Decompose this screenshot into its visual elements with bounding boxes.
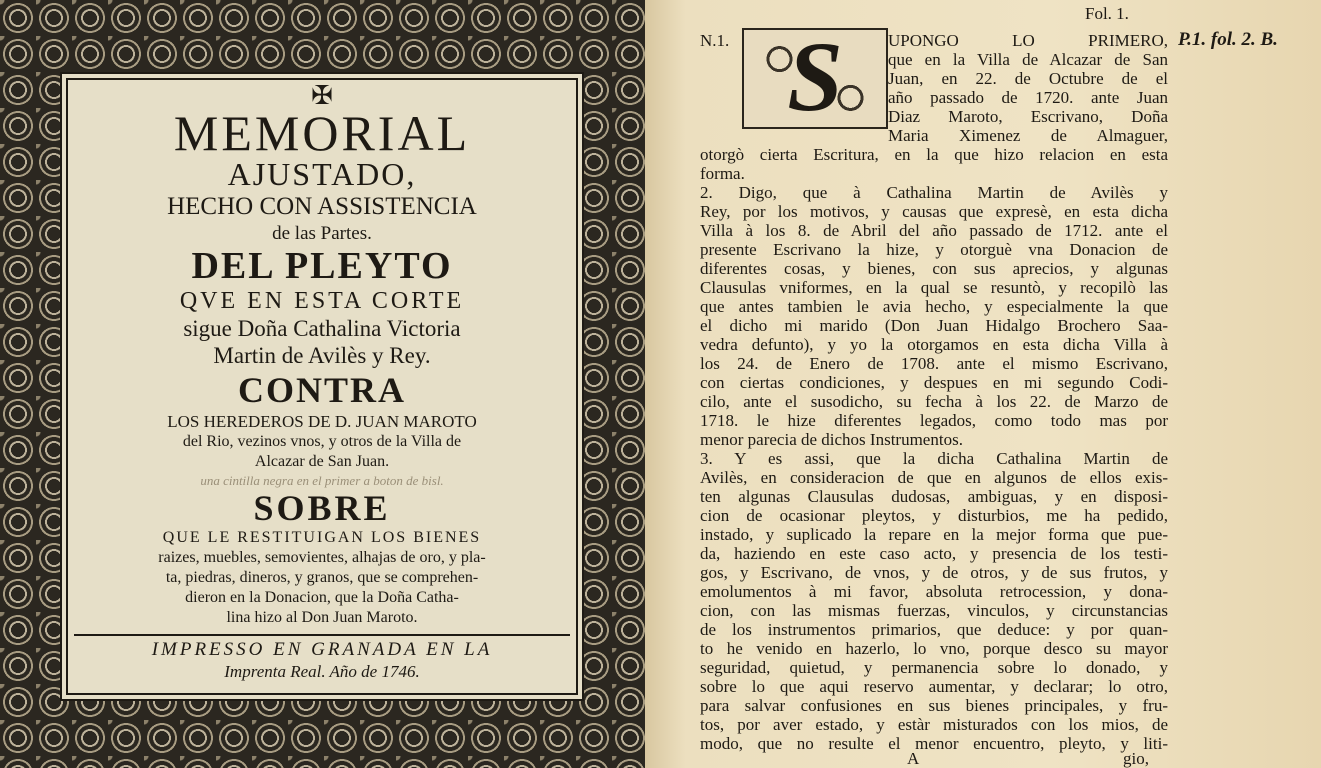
text-line: da, haziendo en este caso acto, y presencia de los testi- xyxy=(700,544,1168,563)
text-line: tos, por aver estado, y estàr misturados con los mios, de xyxy=(700,715,1168,734)
text-line: Diaz Maroto, Escrivano, Doña xyxy=(888,107,1168,126)
catchword: gio, xyxy=(1123,749,1149,768)
text-line: 1718. le hize diferentes legados, como todo mas por xyxy=(700,411,1168,430)
text-line: modo, que no resulte el menor encuentro, pleyto, y liti- xyxy=(700,734,1168,753)
title-contra: CONTRA xyxy=(237,370,406,410)
text-line: cion, con las mismas fuerzas, vinculos, y circunstancias xyxy=(700,601,1168,620)
text-line: emolumentos à mi favor, absoluta retrocession, y dona- xyxy=(700,582,1168,601)
text-line: cilo, ante el susodicho, su fecha à los 22. de Marzo de xyxy=(700,392,1168,411)
margin-reference: P.1. fol. 2. B. xyxy=(1178,29,1278,50)
text-line: Clausulas vniformes, en la qual se resuntò, y recopilò las xyxy=(700,278,1168,297)
title-page xyxy=(0,0,645,768)
text-line: que antes tambien le avia hecho, y especialmente la que xyxy=(700,297,1168,316)
imprint-line: IMPRESSO EN GRANADA EN LA xyxy=(151,639,493,660)
text-line: Rey, por los motivos, y causas que expresè, en esta dicha xyxy=(700,202,1168,221)
text-line: el dicho mi marido (Don Juan Hidalgo Brochero Saa- xyxy=(700,316,1168,335)
text-line: UPONGO LO PRIMERO, xyxy=(888,31,1168,50)
drop-cap-letter: S xyxy=(787,28,843,129)
title-line: raizes, muebles, semovientes, alhajas de oro, y pla- xyxy=(158,549,486,566)
text-line: 2. Digo, que à Cathalina Martin de Avilès y xyxy=(700,183,1168,202)
handwritten-note: una cintilla negra en el primer a boton de bisl. xyxy=(200,473,444,488)
text-line: para salvar confusiones en sus bienes principales, y fru- xyxy=(700,696,1168,715)
text-line: vedra defunto), y yo la otorgamos en esta dicha Villa à xyxy=(700,335,1168,354)
text-line: de los instrumentos primarios, que deduce: y por quan- xyxy=(700,620,1168,639)
title-sobre: SOBRE xyxy=(253,488,391,528)
title-del-pleyto: DEL PLEYTO xyxy=(191,245,453,287)
title-line: Alcazar de San Juan. xyxy=(254,453,390,470)
title-line: QVE EN ESTA CORTE xyxy=(179,288,465,314)
text-line: Villa à los 8. de Abril del año passado de 1712. ante el xyxy=(700,221,1168,240)
title-line: Martin de Avilès y Rey. xyxy=(213,343,431,368)
text-line: otorgò cierta Escritura, en la que hizo relacion en esta xyxy=(700,145,1168,164)
text-line: cion de ocasionar pleytos, y disturbios, me ha pedido, xyxy=(700,506,1168,525)
text-line: gos, y Escrivano, de vnos, y de otros, y de sus frutos, y xyxy=(700,563,1168,582)
text-line: año passado de 1720. ante Juan xyxy=(888,88,1168,107)
margin-number: N.1. xyxy=(700,31,730,50)
text-line: Avilès, en consideracion de que en algunos de ellos exis- xyxy=(700,468,1168,487)
title-line: dieron en la Donacion, que la Doña Catha- xyxy=(185,589,459,606)
title-line: de las Partes. xyxy=(272,223,372,244)
title-line: lina hizo al Don Juan Maroto. xyxy=(226,609,418,626)
text-line: con ciertas condiciones, y despues en mi segundo Codi- xyxy=(700,373,1168,392)
text-line: to he venido en hazerlo, lo vno, porque desco su mayor xyxy=(700,639,1168,658)
cross-ornament: ✠ xyxy=(311,81,333,110)
signature-mark: A xyxy=(907,749,920,768)
text-line: menor parecia de dichos Instrumentos. xyxy=(700,430,963,449)
title-line: QUE LE RESTITUIGAN LOS BIENES xyxy=(162,529,482,546)
title-line: sigue Doña Cathalina Victoria xyxy=(183,316,461,341)
text-line: Juan, en 22. de Octubre de el xyxy=(888,69,1168,88)
text-line: ten algunas Clausulas dudosas, ambiguas, y en disposi- xyxy=(700,487,1168,506)
text-page xyxy=(645,0,1321,768)
title-memorial: MEMORIAL xyxy=(173,105,471,161)
title-line: ta, piedras, dineros, y granos, que se comprehen- xyxy=(165,569,479,586)
text-line: 3. Y es assi, que la dicha Cathalina Martin de xyxy=(700,449,1168,468)
title-line: HECHO CON ASSISTENCIA xyxy=(167,193,477,220)
text-line: instado, y suplicado la repare en la mejor forma que pue- xyxy=(700,525,1168,544)
divider-rule xyxy=(74,634,570,636)
title-page-text-block xyxy=(66,78,578,695)
text-line: seguridad, quietud, y permanencia sobre lo donado, y xyxy=(700,658,1168,677)
imprint-line: Imprenta Real. Año de 1746. xyxy=(224,662,420,681)
text-line: los 24. de Enero de 1708. ante el mismo Escrivano, xyxy=(700,354,1168,373)
text-line: forma. xyxy=(700,164,745,183)
title-ajustado: AJUSTADO, xyxy=(227,156,417,192)
text-line: presente Escrivano la hize, y otorguè vna Donacion de xyxy=(700,240,1168,259)
title-line: LOS HEREDEROS DE D. JUAN MAROTO xyxy=(167,412,477,431)
text-line: Maria Ximenez de Almaguer, xyxy=(888,126,1168,145)
folio-number: Fol. 1. xyxy=(1085,4,1129,23)
text-line: sobre lo que aqui reservo aumentar, y declarar; lo otro, xyxy=(700,677,1168,696)
title-line: del Rio, vezinos vnos, y otros de la Villa de xyxy=(182,433,462,450)
text-line: que en la Villa de Alcazar de San xyxy=(888,50,1168,69)
text-line: diferentes cosas, y bienes, con sus aprecios, y algunas xyxy=(700,259,1168,278)
decorated-initial xyxy=(742,28,888,129)
